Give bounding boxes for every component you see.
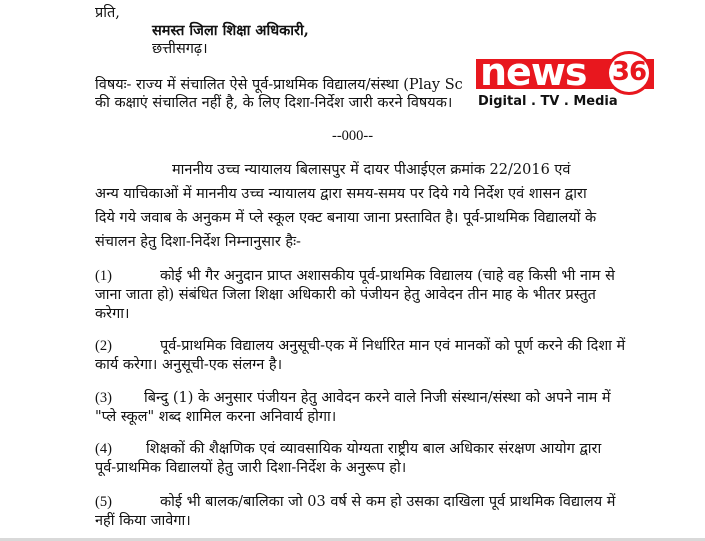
intro-line-2: अन्य याचिकाओं में माननीय उच्च न्यायालय द्वारा समय-समय पर दिये गये निर्देश एवं शासन द्वारा xyxy=(95,186,587,202)
recipient-line-2: छत्तीसगढ़। xyxy=(152,41,208,57)
intro-line-4: संचालन हेतु दिशा-निर्देश निम्नानुसार हैः- xyxy=(95,234,301,250)
point-5-line-2: नहीं किया जावेगा। xyxy=(95,513,191,529)
point-number: (3) xyxy=(95,390,112,406)
point-5-line-1: कोई भी बालक/बालिका जो 03 वर्ष से कम हो उसका दाखिला पूर्व प्राथमिक विद्यालय में xyxy=(160,494,616,510)
news36-logo xyxy=(476,51,654,113)
separator: --000-- xyxy=(332,128,374,144)
logo-tagline: Digital . TV . Media xyxy=(478,94,618,109)
logo-word: news xyxy=(480,50,587,94)
point-4-line-1: शिक्षकों की शैक्षणिक एवं व्यावसायिक योग्यता राष्ट्रीय बाल अधिकार संरक्षण आयोग द्वारा xyxy=(146,441,602,457)
subject-line-1: विषयः- राज्य में संचालित ऐसे पूर्व-प्राथमिक विद्यालय/संस्था (Play Sc xyxy=(95,77,463,93)
point-4-line-2: पूर्व-प्राथमिक विद्यालयों हेतु जारी दिशा-निर्देश के अनुरूप हो। xyxy=(95,460,407,476)
point-number: (1) xyxy=(95,268,112,284)
point-3-line-2: "प्ले स्कूल" शब्द शामिल करना अनिवार्य होगा। xyxy=(95,409,337,425)
point-number: (5) xyxy=(95,494,112,510)
salutation: प्रति, xyxy=(95,5,120,21)
intro-line-3: दिये गये जवाब के अनुकम में प्ले स्कूल एक्ट बनाया जाना प्रस्तावित है। पूर्व-प्राथमिक विद्यालयों के xyxy=(95,210,597,226)
subject-line-2: की कक्षाएं संचालित नहीं है, के लिए दिशा-निर्देश जारी करने विषयक। xyxy=(95,95,453,111)
recipient-line-1: समस्त जिला शिक्षा अधिकारी, xyxy=(152,22,309,39)
point-1-line-3: करेगा। xyxy=(95,306,130,322)
logo-number: 36 xyxy=(611,57,647,87)
point-number: (4) xyxy=(95,441,112,457)
point-2-line-1: पूर्व-प्राथमिक विद्यालय अनुसूची-एक में निर्धारित मान एवं मानकों को पूर्ण करने की दिशा में xyxy=(160,338,626,354)
intro-line-1: माननीय उच्च न्यायालय बिलासपुर में दायर पीआईएल क्रमांक 22/2016 एवं xyxy=(172,162,571,178)
point-2-line-2: कार्य करेगा। अनुसूची-एक संलग्न है। xyxy=(95,357,283,373)
point-1-line-1: कोई भी गैर अनुदान प्राप्त अशासकीय पूर्व-प्राथमिक विद्यालय (चाहे वह किसी भी नाम से xyxy=(160,268,615,284)
point-number: (2) xyxy=(95,338,112,354)
point-1-line-2: जाना जाता हो) संबंधित जिला शिक्षा अधिकारी को पंजीयन हेतु आवेदन तीन माह के भीतर प्रस्तुत xyxy=(95,287,596,303)
point-3-line-1: बिन्दु (1) के अनुसार पंजीयन हेतु आवेदन करने वाले निजी संस्थान/संस्था को अपने नाम में xyxy=(144,390,611,406)
